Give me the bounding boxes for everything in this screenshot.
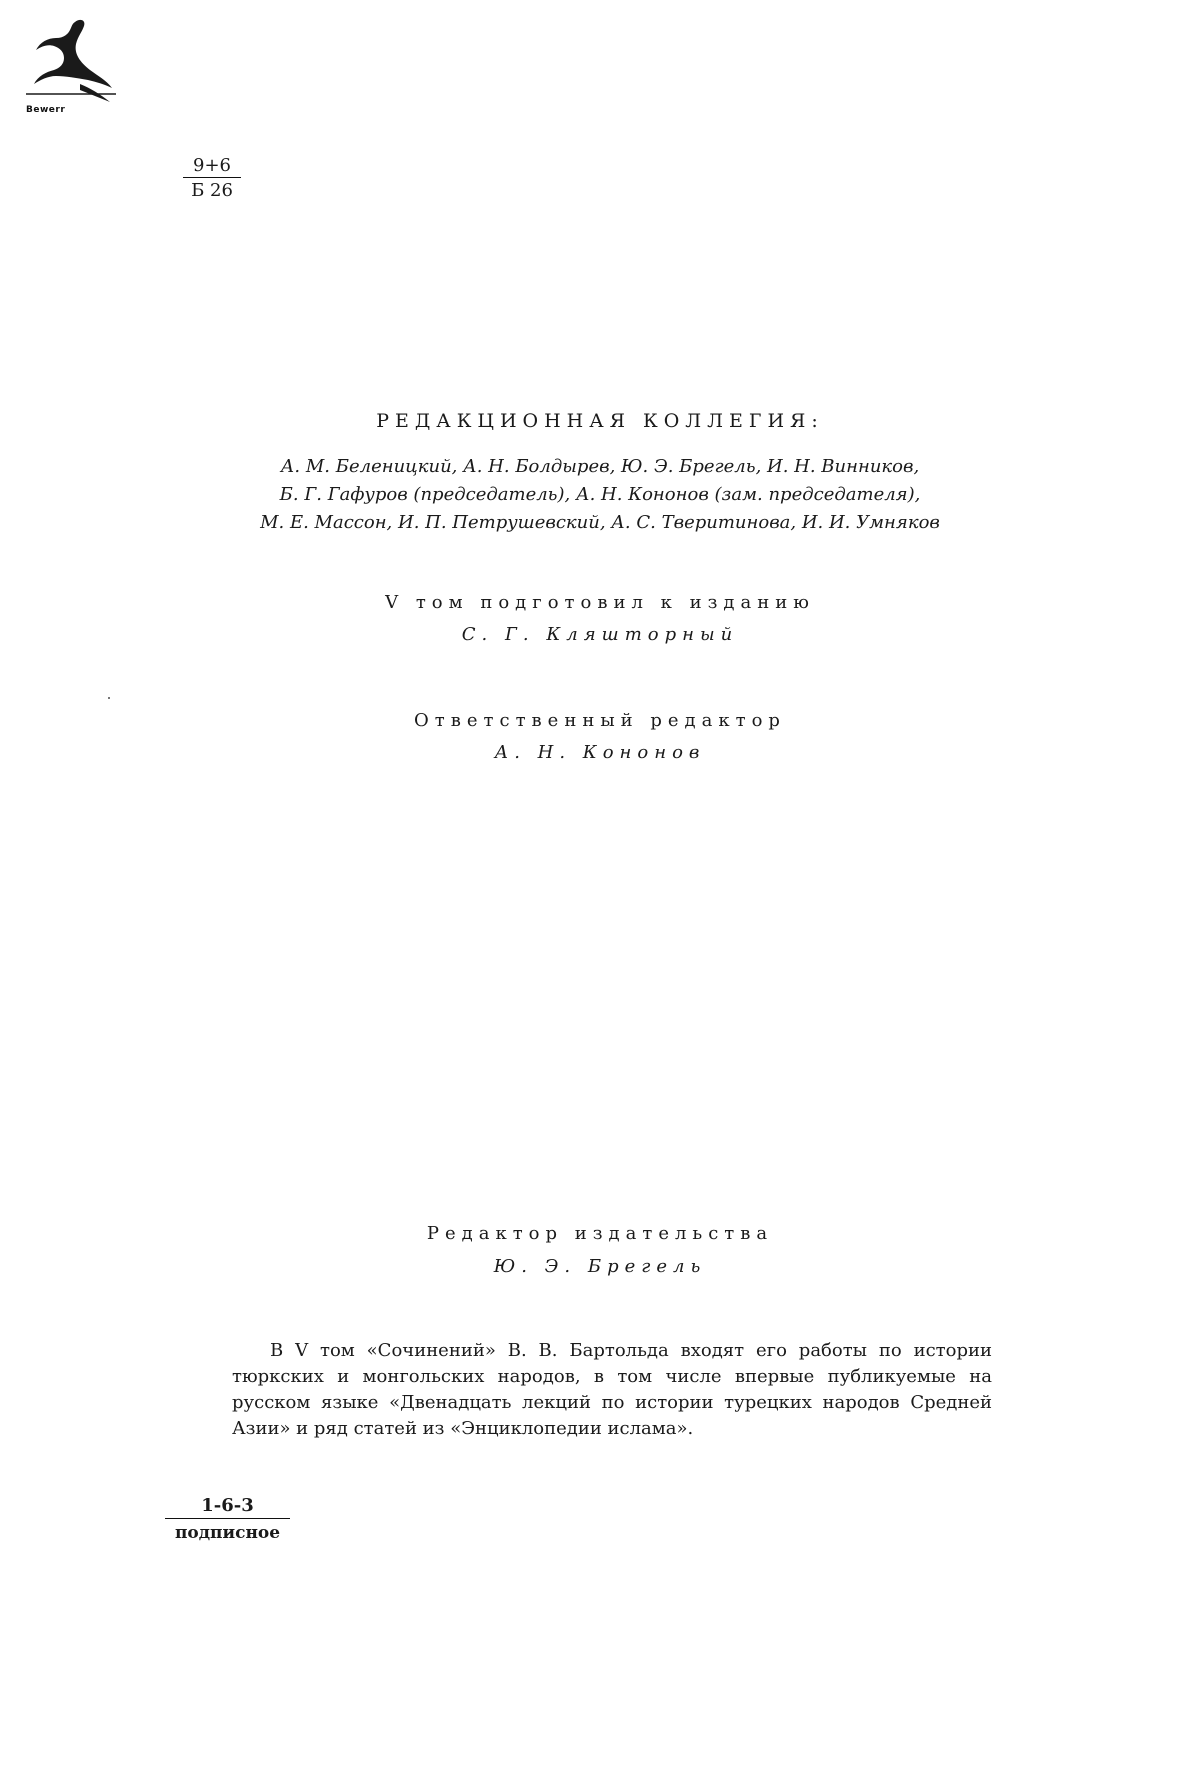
publishing-editor-label: Редактор издательства — [426, 1223, 774, 1244]
subscription-code-numerator: 1-6-3 — [165, 1495, 290, 1519]
volume-summary: В V том «Сочинений» В. В. Бартольда входят его работы по истории тюркских и монгольских народов, в том числе впервые публикуемые на русском языке «Двенадцать лекций по истории турецких народов Средней Азии» и ряд статей из «Энциклопедии ислама». — [232, 1340, 992, 1439]
board-members-line: М. Е. Массон, И. П. Петрушевский, А. С. Тверитинова, И. И. Умняков — [260, 512, 940, 533]
editorial-board-title: РЕДАКЦИОННАЯ КОЛЛЕГИЯ: — [376, 410, 824, 432]
board-members-line: Б. Г. Гафуров (председатель), А. Н. Кононов (зам. председателя), — [279, 484, 921, 505]
responsible-editor-label: Ответственный редактор — [414, 710, 786, 731]
responsible-editor-name: А. Н. Кононов — [494, 742, 706, 763]
editorial-board-members — [0, 453, 1200, 537]
bird-logo-icon — [20, 14, 120, 114]
prepared-by-name: С. Г. Кляшторный — [461, 624, 739, 645]
subscription-code — [165, 1495, 290, 1543]
classification-numerator: 9+6 — [183, 155, 241, 178]
subscription-code-denominator: подписное — [174, 1523, 281, 1543]
scan-speck — [108, 697, 110, 699]
classification-code — [183, 155, 241, 201]
prepared-by-label: V том подготовил к изданию — [385, 592, 815, 613]
publishing-editor-name: Ю. Э. Брегель — [493, 1256, 707, 1277]
board-members-line: А. М. Беленицкий, А. Н. Болдырев, Ю. Э. Брегель, И. Н. Винников, — [280, 456, 920, 477]
logo-text: Bewerr — [26, 105, 66, 115]
classification-denominator: Б 26 — [191, 180, 233, 201]
